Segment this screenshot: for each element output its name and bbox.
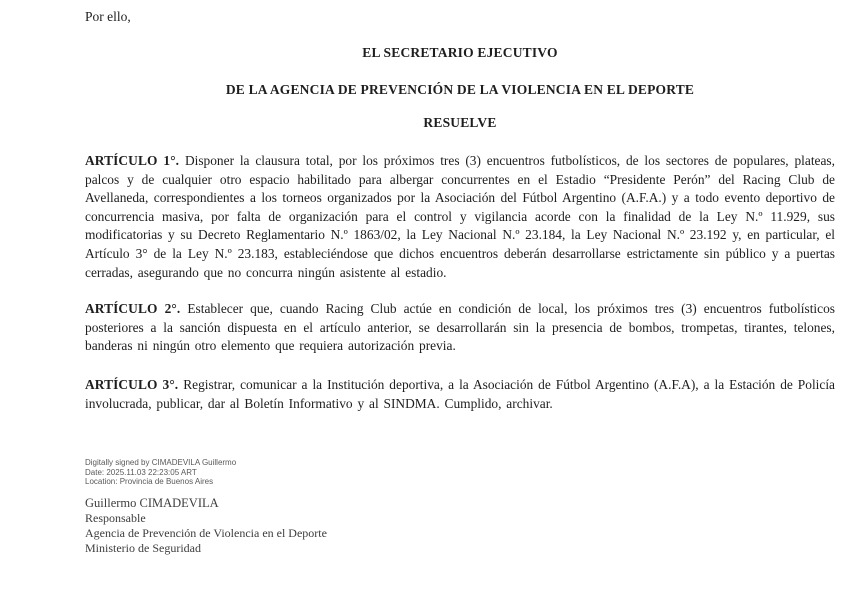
article-1-label: ARTÍCULO 1°. <box>85 153 180 168</box>
article-3-label: ARTÍCULO 3°. <box>85 376 179 392</box>
intro-text: Por ello, <box>85 9 131 24</box>
signer-ministry: Ministerio de Seguridad <box>85 540 201 555</box>
digital-signature-date: Date: 2025.11.03 22:23:05 ART <box>85 467 197 477</box>
article-2 <box>85 300 835 356</box>
article-3 <box>85 376 835 413</box>
digital-signature-stamp <box>85 458 835 487</box>
heading-agencia: DE LA AGENCIA DE PREVENCIÓN DE LA VIOLENCIA EN EL DEPORTE <box>225 82 695 97</box>
signer-name: Guillermo CIMADEVILA <box>85 495 219 510</box>
heading-secretario-ejecutivo: EL SECRETARIO EJECUTIVO <box>362 45 558 60</box>
article-1 <box>85 152 835 282</box>
article-2-body: Establecer que, cuando Racing Club actúe en condición de local, los próximos tres (3) encuentros futbolísticos posteriores a la sanción dispuesta en el artículo anterior, se desarrollarán sin la presencia de bombos, trompetas, tirantes, telones, banderas ni ningún otro elemento que requiera autorización previa. <box>85 301 835 354</box>
article-2-label: ARTÍCULO 2°. <box>85 301 181 317</box>
signer-role: Responsable <box>85 510 146 525</box>
heading-resuelve: RESUELVE <box>423 115 497 130</box>
digital-signature-location: Location: Provincia de Buenos Aires <box>85 477 214 487</box>
digital-signature-signed-by: Digitally signed by CIMADEVILA Guillermo <box>85 458 237 468</box>
article-3-body: Registrar, comunicar a la Institución deportiva, a la Asociación de Fútbol Argentino (A.F.A), a la Estación de Policía involucrada, publicar, dar al Boletín Informativo y al SINDMA. Cumplido, archivar. <box>85 376 835 411</box>
signer-block <box>85 496 835 556</box>
signer-organization: Agencia de Prevención de Violencia en el Deporte <box>85 525 327 540</box>
article-1-body: Disponer la clausura total, por los próximos tres (3) encuentros futbolísticos, de los sectores de populares, plateas, palcos y de cualquier otro espacio habilitado para albergar concurrentes en el Estadio “Presidente Perón” del Racing Club de Avellaneda, correspondientes a los torneos organizados por la Asociación del Fútbol Argentino (A.F.A.) y a todo evento deportivo de concurrencia masiva, por falta de organización para el control y vigilancia acorde con la finalidad de la Ley N.º 11.929, sus modificatorias y su Decreto Reglamentario N.º 1863/02, la Ley Nacional N.º 23.184, la Ley Nacional N.º 23.192 y, en particular, el Artículo 3° de la Ley N.º 23.183, estableciéndose que dichos encuentros deberán desarrollarse estrictamente sin público y a puertas cerradas, asegurando que no concurra ningún asistente al estadio. <box>85 153 835 280</box>
